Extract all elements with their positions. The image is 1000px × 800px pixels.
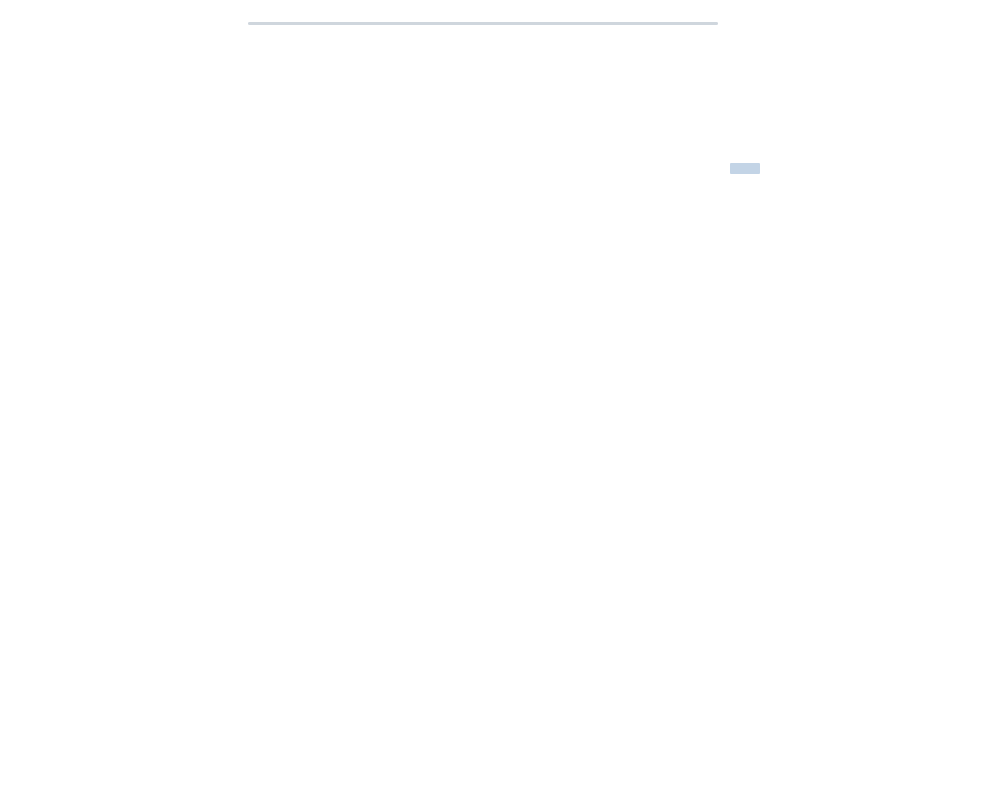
thumb-tab-plate <box>730 163 760 174</box>
header-rule <box>248 22 718 25</box>
column-left <box>248 31 475 800</box>
page-body <box>248 0 718 800</box>
text-columns <box>248 31 718 800</box>
column-right <box>491 31 718 800</box>
thumb-index-tab[interactable] <box>730 150 760 178</box>
arrow-icon <box>712 5 718 17</box>
guide-words <box>712 5 718 17</box>
